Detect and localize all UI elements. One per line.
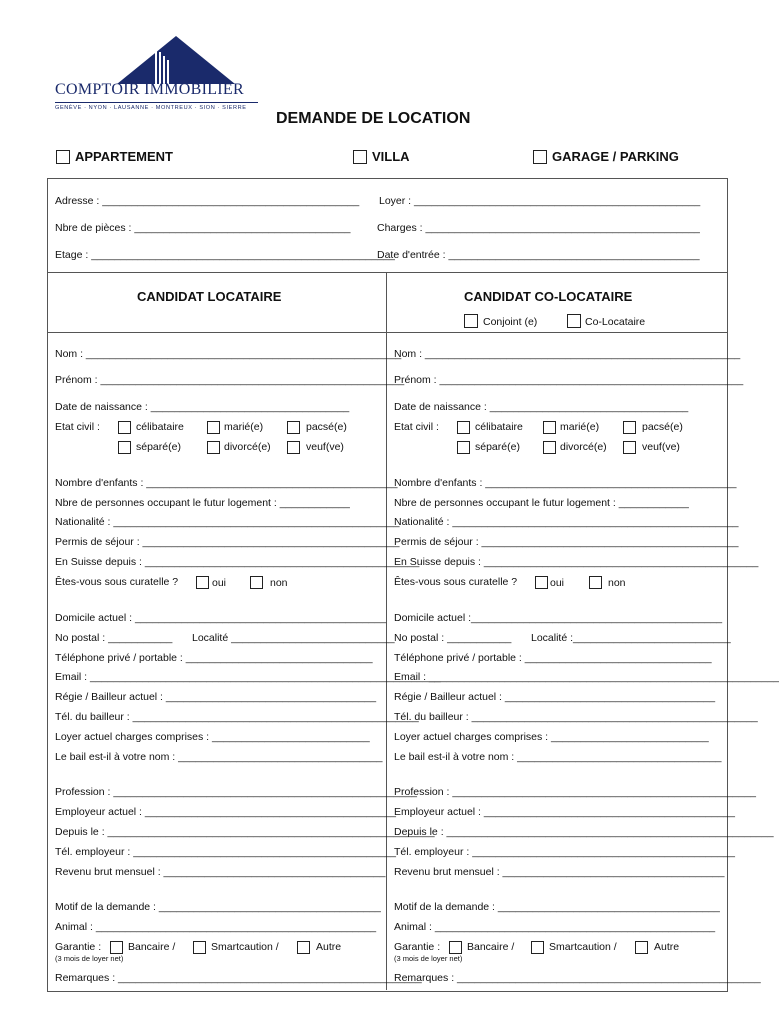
autre-checkbox[interactable] [635,941,648,954]
marie-label: marié(e) [560,421,600,433]
logo-divider [55,102,258,103]
enfants-field[interactable]: Nombre d'enfants : ___________________________________________ [55,477,398,489]
remarques-field[interactable]: Remarques : ____________________________________________________ [394,972,761,984]
veuf-checkbox[interactable] [287,441,300,454]
candidat-colocataire-heading: CANDIDAT CO-LOCATAIRE [464,289,633,304]
bancaire-label: Bancaire / [467,941,515,953]
celibataire-label: célibataire [475,421,523,433]
personnes-field[interactable]: Nbre de personnes occupant le futur logement : ____________ [394,497,689,509]
garantie-label: Garantie : [55,941,102,953]
smartcaution-checkbox[interactable] [193,941,206,954]
depuis-field[interactable]: Depuis le : ________________________________________________________ [394,826,774,838]
curatelle-oui-checkbox[interactable] [196,576,209,589]
etat-civil-label: Etat civil : [55,421,100,433]
villa-checkbox[interactable] [353,150,367,164]
appartement-checkbox[interactable] [56,150,70,164]
telephone-field[interactable]: Téléphone privé / portable : ________________________________ [394,652,712,664]
curatelle-non-label: non [270,577,288,589]
celibataire-checkbox[interactable] [457,421,470,434]
marie-checkbox[interactable] [207,421,220,434]
loyer-field[interactable]: Loyer : _________________________________________________ [379,195,701,207]
bancaire-label: Bancaire / [128,941,176,953]
revenu-field[interactable]: Revenu brut mensuel : ______________________________________ [55,866,386,878]
separe-label: séparé(e) [475,441,520,453]
autre-label: Autre [316,941,342,953]
pacse-checkbox[interactable] [287,421,300,434]
date-entree-field[interactable]: Date d'entrée : ___________________________________________ [377,249,700,261]
divorce-checkbox[interactable] [543,441,556,454]
bail-field[interactable]: Le bail est-il à votre nom : ___________________________________ [394,751,722,763]
celibataire-checkbox[interactable] [118,421,131,434]
page-title: DEMANDE DE LOCATION [276,110,471,127]
company-logo [55,34,260,114]
personnes-field[interactable]: Nbre de personnes occupant le futur logement : ____________ [55,497,350,509]
divorce-checkbox[interactable] [207,441,220,454]
pacse-label: pacsé(e) [306,421,347,433]
separe-label: séparé(e) [136,441,181,453]
celibataire-label: célibataire [136,421,184,433]
adresse-field[interactable]: Adresse : ____________________________________________ [55,195,360,207]
curatelle-label: Êtes-vous sous curatelle ? [55,576,179,588]
domicile-field[interactable]: Domicile actuel : ___________________________________________ [55,612,387,624]
prenom-field[interactable]: Prénom : ____________________________________________________ [55,374,405,386]
telephone-field[interactable]: Téléphone privé / portable : ________________________________ [55,652,373,664]
colocataire-checkbox[interactable] [567,314,581,328]
curatelle-non-checkbox[interactable] [589,576,602,589]
appartement-label: APPARTEMENT [75,149,173,164]
garage-parking-checkbox[interactable] [533,150,547,164]
curatelle-non-label: non [608,577,626,589]
etat-civil-label: Etat civil : [394,421,439,433]
separe-checkbox[interactable] [118,441,131,454]
localite-field[interactable]: Localité :___________________________ [531,632,731,644]
motif-field[interactable]: Motif de la demande : ______________________________________ [55,901,381,913]
remarques-field[interactable]: Remarques : ____________________________________________________ [55,972,422,984]
employeur-field[interactable]: Employeur actuel : ___________________________________________ [394,806,735,818]
curatelle-oui-checkbox[interactable] [535,576,548,589]
naissance-field[interactable]: Date de naissance : __________________________________ [394,401,689,413]
divorce-label: divorcé(e) [224,441,271,453]
regie-field[interactable]: Régie / Bailleur actuel : ____________________________________ [55,691,377,703]
depuis-field[interactable]: Depuis le : ________________________________________________________ [55,826,435,838]
regie-field[interactable]: Régie / Bailleur actuel : ____________________________________ [394,691,716,703]
motif-field[interactable]: Motif de la demande : ______________________________________ [394,901,720,913]
separe-checkbox[interactable] [457,441,470,454]
curatelle-non-checkbox[interactable] [250,576,263,589]
smartcaution-label: Smartcaution / [549,941,617,953]
nom-field[interactable]: Nom : ______________________________________________________ [394,348,741,360]
garantie-note: (3 mois de loyer net) [55,954,124,963]
loyer-actuel-field[interactable]: Loyer actuel charges comprises : ___________________________ [394,731,709,743]
smartcaution-checkbox[interactable] [531,941,544,954]
tel-bailleur-field[interactable]: Tél. du bailleur : _________________________________________________ [394,711,758,723]
curatelle-label: Êtes-vous sous curatelle ? [394,576,518,588]
nom-field[interactable]: Nom : ______________________________________________________ [55,348,402,360]
bail-field[interactable]: Le bail est-il à votre nom : ___________________________________ [55,751,383,763]
curatelle-oui-label: oui [212,577,227,589]
bancaire-checkbox[interactable] [449,941,462,954]
permis-field[interactable]: Permis de séjour : ____________________________________________ [55,536,400,548]
enfants-field[interactable]: Nombre d'enfants : ___________________________________________ [394,477,737,489]
candidat-locataire-heading: CANDIDAT LOCATAIRE [137,289,282,304]
etage-field[interactable]: Etage : ____________________________________________________ [55,249,395,261]
animal-field[interactable]: Animal : ________________________________________________ [55,921,377,933]
tel-employeur-field[interactable]: Tél. employeur : _____________________________________________ [394,846,735,858]
garage-parking-label: GARAGE / PARKING [552,149,679,164]
company-cities: GENÈVE · NYON · LAUSANNE · MONTREUX · SION · SIERRE [55,105,247,111]
email-field[interactable]: Email : ____________________________________________________________ [55,671,441,683]
permis-field[interactable]: Permis de séjour : ____________________________________________ [394,536,739,548]
profession-field[interactable]: Profession : ____________________________________________________ [55,786,418,798]
postal-field[interactable]: No postal : ___________ [55,632,173,644]
building-logo-icon [55,34,260,86]
autre-checkbox[interactable] [297,941,310,954]
revenu-field[interactable]: Revenu brut mensuel : ______________________________________ [394,866,725,878]
localite-field[interactable]: Localité ____________________________ [192,632,395,644]
colocataire-label: Co-Locataire [585,316,646,328]
header-divider [47,332,727,333]
divorce-label: divorcé(e) [560,441,607,453]
naissance-field[interactable]: Date de naissance : __________________________________ [55,401,350,413]
garantie-note: (3 mois de loyer net) [394,954,463,963]
animal-field[interactable]: Animal : ________________________________________________ [394,921,716,933]
loyer-actuel-field[interactable]: Loyer actuel charges comprises : ___________________________ [55,731,370,743]
nationalite-field[interactable]: Nationalité : _________________________________________________ [394,516,739,528]
marie-checkbox[interactable] [543,421,556,434]
prenom-field[interactable]: Prénom : ____________________________________________________ [394,374,744,386]
veuf-label: veuf(ve) [306,441,344,453]
garantie-label: Garantie : [394,941,441,953]
suisse-field[interactable]: En Suisse depuis : _______________________________________________ [55,556,420,568]
veuf-label: veuf(ve) [642,441,680,453]
pieces-field[interactable]: Nbre de pièces : _____________________________________ [55,222,351,234]
marie-label: marié(e) [224,421,264,433]
email-field[interactable]: Email : ____________________________________________________________ [394,671,779,683]
villa-label: VILLA [372,149,410,164]
smartcaution-label: Smartcaution / [211,941,279,953]
nationalite-field[interactable]: Nationalité : _________________________________________________ [55,516,400,528]
tel-bailleur-field[interactable]: Tél. du bailleur : _________________________________________________ [55,711,419,723]
pacse-checkbox[interactable] [623,421,636,434]
profession-field[interactable]: Profession : ____________________________________________________ [394,786,757,798]
conjoint-label: Conjoint (e) [483,316,538,328]
veuf-checkbox[interactable] [623,441,636,454]
bancaire-checkbox[interactable] [110,941,123,954]
company-name: COMPTOIR IMMOBILIER [55,81,244,98]
domicile-field[interactable]: Domicile actuel :___________________________________________ [394,612,723,624]
curatelle-oui-label: oui [550,577,565,589]
autre-label: Autre [654,941,680,953]
suisse-field[interactable]: En Suisse depuis : _______________________________________________ [394,556,759,568]
employeur-field[interactable]: Employeur actuel : ___________________________________________ [55,806,396,818]
charges-field[interactable]: Charges : _______________________________________________ [377,222,700,234]
tel-employeur-field[interactable]: Tél. employeur : _____________________________________________ [55,846,396,858]
section-divider [47,272,727,273]
postal-field[interactable]: No postal : ___________ [394,632,512,644]
pacse-label: pacsé(e) [642,421,683,433]
conjoint-checkbox[interactable] [464,314,478,328]
